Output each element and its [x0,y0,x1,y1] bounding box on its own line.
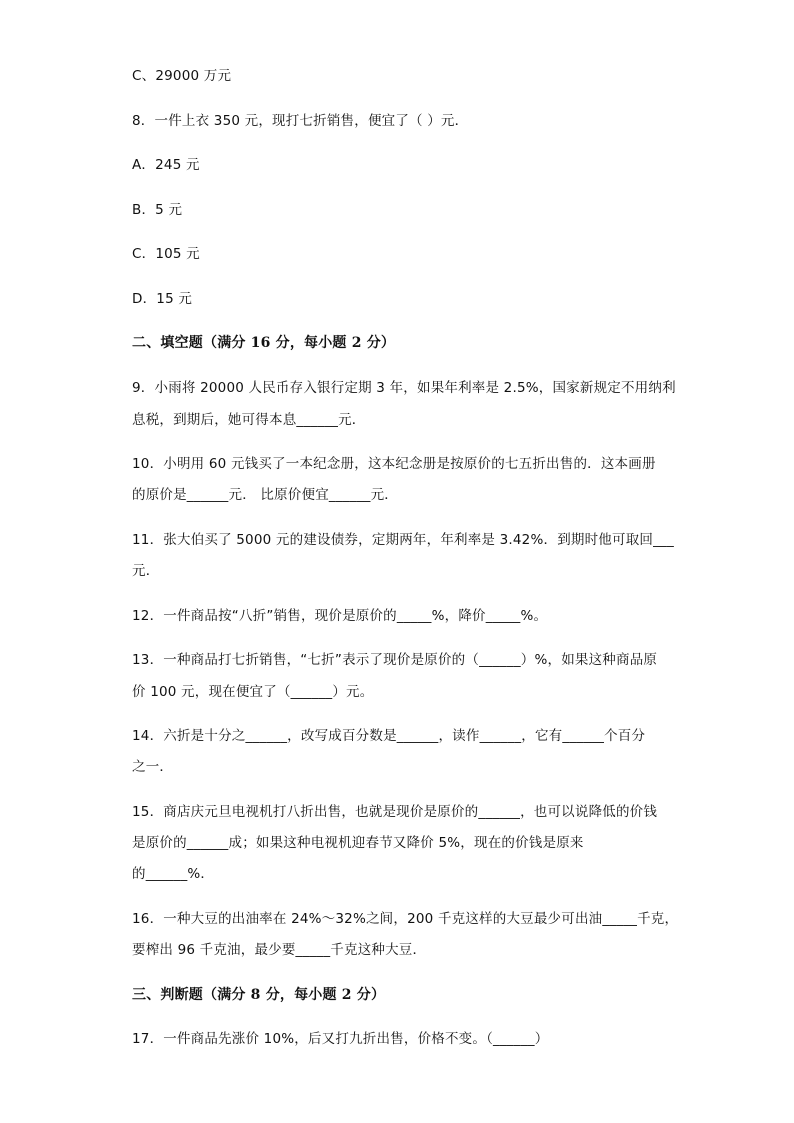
question-10-line-2: 的原价是______元． 比原价便宜______元． [132,487,398,503]
question-9-line-1: 9．小雨将 20000 人民币存入银行定期 3 年，如果年利率是 2.5%，国家新规定不用纳利 [132,380,676,396]
question-16-line-1: 16．一种大豆的出油率在 24%～32%之间，200 千克这样的大豆最少可出油_____千克， [132,911,679,927]
question-15-line-2: 是原价的______成；如果这种电视机迎春节又降价 5%，现在的价钱是原来 [132,835,584,851]
question-15-line-3: 的______%． [132,866,215,882]
option-a-q8: A．245 元 [132,157,200,173]
option-d-q8: D．15 元 [132,291,193,307]
question-11-line-2: 元． [132,563,160,579]
question-8: 8．一件上衣 350 元，现打七折销售，便宜了（ ）元． [132,113,469,129]
section-heading-fill-blank: 二、填空题（满分 16 分，每小题 2 分） [132,335,396,351]
question-16-line-2: 要榨出 96 千克油，最少要_____千克这种大豆． [132,942,427,958]
question-14-line-2: 之一． [132,759,174,775]
question-14-line-1: 14．六折是十分之______，改写成百分数是______，读作______，它有______个百分 [132,728,646,744]
question-15-line-1: 15．商店庆元旦电视机打八折出售，也就是现价是原价的______，也可以说降低的价钱 [132,804,658,820]
question-13-line-2: 价 100 元，现在便宜了（______）元。 [132,684,374,700]
option-b-q8: B．5 元 [132,202,183,218]
question-10-line-1: 10．小明用 60 元钱买了一本纪念册，这本纪念册是按原价的七五折出售的．这本画册 [132,456,656,472]
option-c-q7: C、29000 万元 [132,68,232,84]
question-11-line-1: 11．张大伯买了 5000 元的建设债券，定期两年，年利率是 3.42%．到期时他可取回___ [132,532,674,548]
question-9-line-2: 息税，到期后，她可得本息______元． [132,412,366,428]
question-13-line-1: 13．一种商品打七折销售，“七折”表示了现价是原价的（______）%，如果这种商品原 [132,652,658,668]
question-17: 17．一件商品先涨价 10%，后又打九折出售，价格不变。（______） [132,1031,549,1047]
question-12: 12．一件商品按“八折”销售，现价是原价的_____%，降价_____%。 [132,608,548,624]
section-heading-true-false: 三、判断题（满分 8 分，每小题 2 分） [132,987,386,1003]
option-c-q8: C．105 元 [132,246,200,262]
